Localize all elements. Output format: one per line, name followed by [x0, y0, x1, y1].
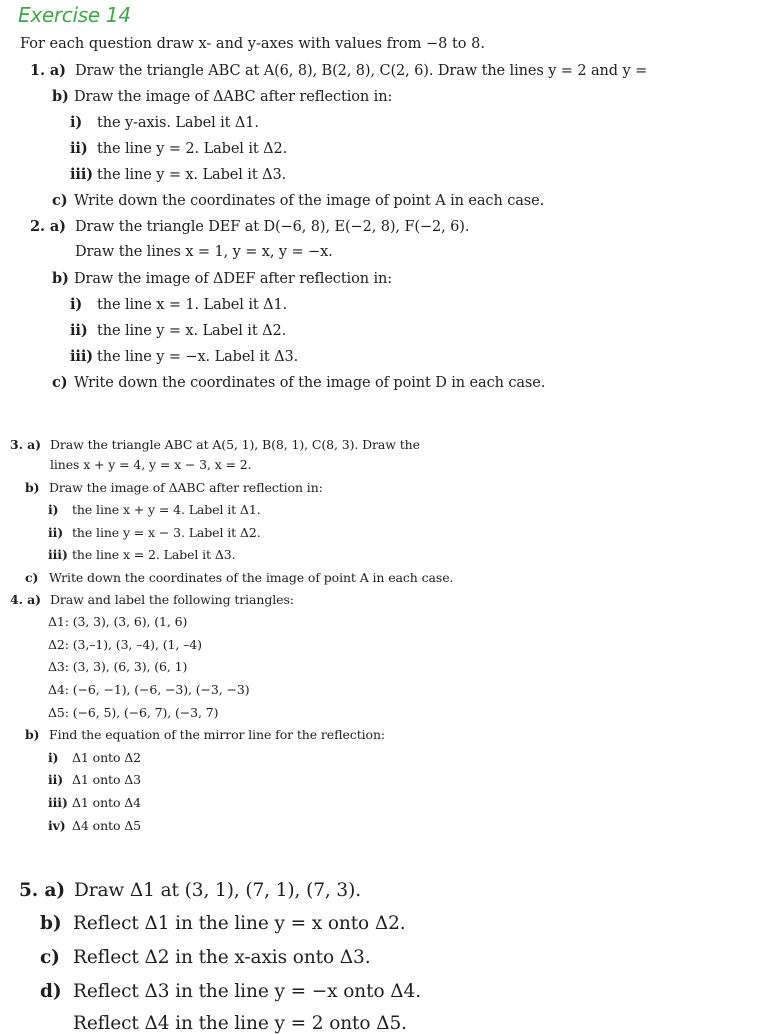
q3-number-label: 3. a): [10, 437, 41, 452]
q4-triangle-1: Δ1: (3, 3), (3, 6), (1, 6): [48, 614, 188, 629]
q3-a: [10, 437, 420, 452]
q4-triangle-5: Δ5: (−6, 5), (−6, 7), (−3, 7): [48, 705, 219, 720]
q3-b-iii: iii) the line x = 2. Label it Δ3.: [48, 547, 236, 562]
q1-b-i: i) the y-axis. Label it Δ1.: [70, 114, 259, 131]
q5-a-text: Draw Δ1 at (3, 1), (7, 1), (7, 3).: [74, 880, 361, 901]
q2-b-text: Draw the image of ΔDEF after reflection in:: [74, 271, 393, 287]
q4-b: [25, 727, 385, 742]
q3-b-ii: ii) the line y = x − 3. Label it Δ2.: [48, 525, 261, 540]
q4-b-label: b): [25, 727, 40, 742]
q5-d-text: Reflect Δ3 in the line y = −x onto Δ4.: [73, 981, 421, 1002]
q4-a: [10, 592, 294, 607]
q3-a-text: Draw the triangle ABC at A(5, 1), B(8, 1), C(8, 3). Draw the: [50, 437, 420, 452]
q4-triangle-4: Δ4: (−6, −1), (−6, −3), (−3, −3): [48, 682, 250, 697]
q5-a: [19, 880, 361, 901]
q5-b: [40, 913, 406, 934]
q3-b-label: b): [25, 480, 40, 495]
q2-b-i: i) the line x = 1. Label it Δ1.: [70, 296, 288, 313]
q2-number-label: 2. a): [30, 218, 66, 235]
q3-b-text: Draw the image of ΔABC after reflection in:: [49, 480, 323, 495]
q1-b-text: Draw the image of ΔABC after reflection in:: [74, 89, 393, 105]
q1-b: [52, 88, 392, 105]
q4-b-ii: ii) Δ1 onto Δ3: [48, 772, 142, 787]
q1-b-label: b): [52, 88, 69, 105]
q3-c: [25, 570, 453, 585]
q1-b-ii: ii) the line y = 2. Label it Δ2.: [70, 140, 288, 157]
q2-b-label: b): [52, 270, 69, 287]
intro-text: For each question draw x- and y-axes with values from −8 to 8.: [20, 36, 485, 52]
q2-a-text2: Draw the lines x = 1, y = x, y = −x.: [75, 244, 333, 260]
q3-b-i: i) the line x + y = 4. Label it Δ1.: [48, 502, 261, 517]
q2-a: [30, 218, 469, 235]
q2-c-label: c): [52, 374, 68, 391]
q4-triangle-3: Δ3: (3, 3), (6, 3), (6, 1): [48, 659, 188, 674]
q5-b-label: b): [40, 913, 62, 934]
q4-b-text: Find the equation of the mirror line for the reflection:: [49, 727, 386, 742]
q5-b-text: Reflect Δ1 in the line y = x onto Δ2.: [73, 913, 406, 934]
q2-c-text: Write down the coordinates of the image of point D in each case.: [74, 375, 546, 391]
q4-number-label: 4. a): [10, 592, 41, 607]
q1-c-text: Write down the coordinates of the image of point A in each case.: [74, 193, 545, 209]
q1-c: [52, 192, 544, 209]
q2-b-ii: ii) the line y = x. Label it Δ2.: [70, 322, 287, 339]
q2-c: [52, 374, 545, 391]
q3-c-label: c): [25, 570, 39, 585]
q1-a: [30, 62, 647, 79]
q2-b: [52, 270, 392, 287]
q2-b-iii: iii) the line y = −x. Label it Δ3.: [70, 348, 299, 365]
q3-c-text: Write down the coordinates of the image of point A in each case.: [49, 570, 454, 585]
q5-c-label: c): [40, 947, 60, 968]
q1-c-label: c): [52, 192, 68, 209]
q4-b-iv: iv) Δ4 onto Δ5: [48, 818, 142, 833]
q5-c-text: Reflect Δ2 in the x-axis onto Δ3.: [73, 947, 371, 968]
q4-b-iii: iii) Δ1 onto Δ4: [48, 795, 142, 810]
q2-a-text: Draw the triangle DEF at D(−6, 8), E(−2, 8), F(−2, 6).: [75, 219, 470, 235]
q5-d: [40, 981, 421, 1002]
q5-e-partial: Reflect Δ4 in the line y = 2 onto Δ5.: [73, 1013, 407, 1034]
q4-a-text: Draw and label the following triangles:: [50, 592, 294, 607]
q4-triangle-2: Δ2: (3,–1), (3, –4), (1, –4): [48, 637, 202, 652]
q1-a-text: Draw the triangle ABC at A(6, 8), B(2, 8), C(2, 6). Draw the lines y = 2 and y =: [75, 63, 648, 79]
q1-b-iii: iii) the line y = x. Label it Δ3.: [70, 166, 287, 183]
q3-b: [25, 480, 323, 495]
q5-c: [40, 947, 371, 968]
q5-number-label: 5. a): [19, 880, 66, 901]
q4-b-i: i) Δ1 onto Δ2: [48, 750, 142, 765]
q3-a-text2: lines x + y = 4, y = x − 3, x = 2.: [50, 457, 252, 472]
q5-d-label: d): [40, 981, 62, 1002]
page-title: Exercise 14: [18, 3, 131, 27]
q1-number-label: 1. a): [30, 62, 66, 79]
